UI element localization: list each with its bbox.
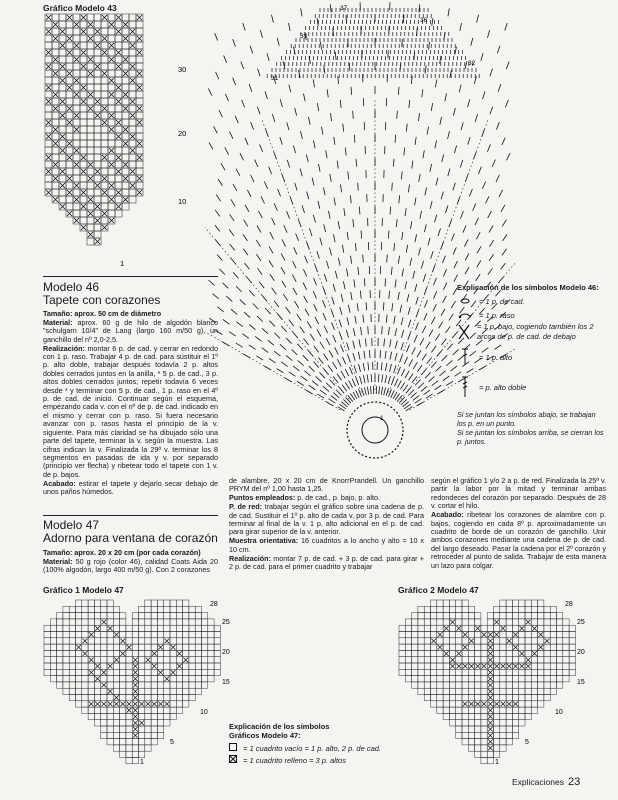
col2-body: de alambre, 20 x 20 cm de KnorrPrandell. Un ganchillo PRYM del nº 1,00 hasta 1,25. Puntos empleados: p. de cad., p. bajo, p. alto. P. de red: trabajar según el gráfico sobre una cadena de p. de cad. Sustituir el 1º p. alto de cada v. por 3 p. de cad. Para terminar al final de la v. 1 p. alto adicional en el p. de cad. para girar superior de la v. anterior. Muestra orientativa: 16 cuadritos a lo ancho y alto = 10 x 10 cm. Realización: montar 7 p. de cad. + 3 p. de cad. para girar + 2 p. de cad. para el primer cuadrito y trabajar	[229, 476, 424, 572]
round-number: 36	[420, 17, 428, 24]
legend46-note2: Si se juntan los símbolos arriba, se cierran los p. juntos.	[457, 428, 604, 446]
row-number: 20	[577, 649, 585, 656]
round-number: 31	[271, 75, 279, 82]
row-number: 25	[577, 619, 585, 626]
row-number: 1	[120, 259, 125, 268]
center-ring-inner	[362, 417, 388, 443]
single-crochet-cross-icon	[457, 322, 471, 342]
model47-subheading: Adorno para ventana de corazón	[43, 531, 218, 545]
round-number: 1	[380, 415, 384, 422]
page-number: 23	[567, 776, 581, 788]
model46-heading: Modelo 46	[43, 280, 100, 294]
legend-slip: = 1 p. raso	[457, 308, 605, 322]
model43-title: Gráfico Modelo 43	[43, 3, 117, 13]
model47-body: Tamaño: aprox. 20 x 20 cm (por cada corazón) Material: 50 g rojo (color 46), calidad Coats Aida 20 (100% algodón, largo 400 m/50 g). Con 2 corazones	[43, 548, 218, 575]
row-number: 5	[170, 739, 174, 746]
divider	[43, 515, 218, 516]
legend-empty-cell: = 1 cuadrito vacío = 1 p. alto, 2 p. de cad.	[229, 743, 399, 753]
row-number: 1	[495, 759, 499, 766]
filled-square-icon	[229, 755, 237, 765]
row-number: 28	[210, 601, 218, 608]
row-number: 10	[200, 709, 208, 716]
legend-dc: = 1 p. alto	[457, 348, 605, 366]
legend-chain: = 1 p. de cad.	[457, 294, 605, 308]
row-number: 5	[525, 739, 529, 746]
model46-subheading: Tapete con corazones	[43, 293, 161, 307]
heart2-cells	[399, 600, 575, 764]
chain-stitch-icon	[457, 294, 473, 308]
model43-chart	[40, 12, 190, 270]
heart1-cells	[44, 600, 220, 764]
heart-chart-2	[395, 596, 595, 768]
row-number: 15	[577, 679, 585, 686]
empty-square-icon	[229, 743, 237, 753]
chart1-title: Gráfico 1 Modelo 47	[43, 585, 124, 595]
row-number: 25	[222, 619, 230, 626]
model43-grid	[45, 14, 143, 245]
center-ring	[347, 402, 403, 458]
chart2-title: Gráfico 2 Modelo 47	[398, 585, 479, 595]
round-number: 32	[468, 60, 476, 67]
page-footer	[512, 776, 580, 788]
row-number: 20	[222, 649, 230, 656]
legend-tr: = p. alto doble	[457, 376, 605, 398]
col3-body: según el gráfico 1 y/o 2 a p. de red. Finalizada la 25ª v. partir la labor por la mitad y terminar ambas redondeces del corazón por separado. Después de 28 v. cortar el hilo. Acabado: ribetear los corazones de alambre con p. bajos, cogiendo en cada 8º p. aproximadamente un cuadrito de borde de un corazón de ganchillo. Unir ambos corazones mediante una cadena de p. de cad. del largo deseado. Pasar la cadena por el 2º corazón y retroceder al punto de salida. Trabajar de esta manera un lazo para colgar.	[431, 476, 606, 570]
row-number: 15	[222, 679, 230, 686]
slip-stitch-icon	[457, 308, 473, 322]
legend46	[457, 283, 605, 446]
round-number: 33	[300, 33, 308, 40]
divider	[43, 276, 218, 277]
row-number: 1	[140, 759, 144, 766]
model46-body: Tamaño: aprox. 50 cm de diámetro Material: aprox. 60 g de hilo de algodón blanco "schulgarn 10/4" de Lang (largo 160 m/50 g), un ganchillo del nº 2,0-2,5. Realización: montar 6 p. de cad. y cerrar en redondo con 1 p. raso. Trabajar 4 p. de cad. para sustituir el 1º p. alto doble, trabajar después todavía 2 p. altos dobles cerrados juntos en la anilla, * 5 p. de cad., 3 p. altos dobles cerrados juntos; repetir todavía 6 veces desde * y terminar con 5 p. de cad., 1 p. raso en el 4º p. de cad. de inicio. Continuar según el esquema, empezando cada v. con el nº de p. de cad. indicado en el mismo y cerrar con p. raso. Si fuera necesario avanzar con p. rasos hasta el principio de la v. siguiente. Para más claridad se ha dibujado sólo una parte del tapete, terminar la v. según la muestra. Las cifras indican la v. Finalizada la 29ª v. terminar los 8 segmentos en pasadas de ida y v. por separado (principio ver flecha) y ribetear todo el tapete con 1 v. de p. bajos. Acabado: estirar el tapete y dejarlo secar debajo de unos paños húmedos.	[43, 309, 218, 497]
round-number: 37	[340, 5, 348, 12]
row-number: 20	[178, 129, 187, 138]
section-name: Explicaciones	[512, 777, 564, 787]
row-number: 28	[565, 601, 573, 608]
row-number: 10	[178, 197, 187, 206]
legend-filled-cell: = 1 cuadrito relleno = 3 p. altos	[229, 755, 399, 765]
row-number: 30	[178, 65, 187, 74]
legend-single: = 1 p. bajo, cogiendo también los 2 arcos de p. de cad. de debajo	[457, 322, 605, 342]
treble-crochet-icon	[457, 376, 473, 398]
heart-chart-1	[40, 596, 240, 768]
row-number: 10	[555, 709, 563, 716]
model47-heading: Modelo 47	[43, 518, 100, 532]
legend47: Explicación de los símbolos Gráficos Modelo 47: = 1 cuadrito vacío = 1 p. alto, 2 p. de cad. = 1 cuadrito relleno = 3 p. altos	[229, 722, 399, 765]
legend46-title: Explicación de los símbolos Modelo 46:	[457, 283, 599, 292]
legend46-note1: Si se juntan los símbolos abajo, se trabajan los p. en un punto.	[457, 410, 596, 428]
double-crochet-icon	[457, 348, 473, 366]
